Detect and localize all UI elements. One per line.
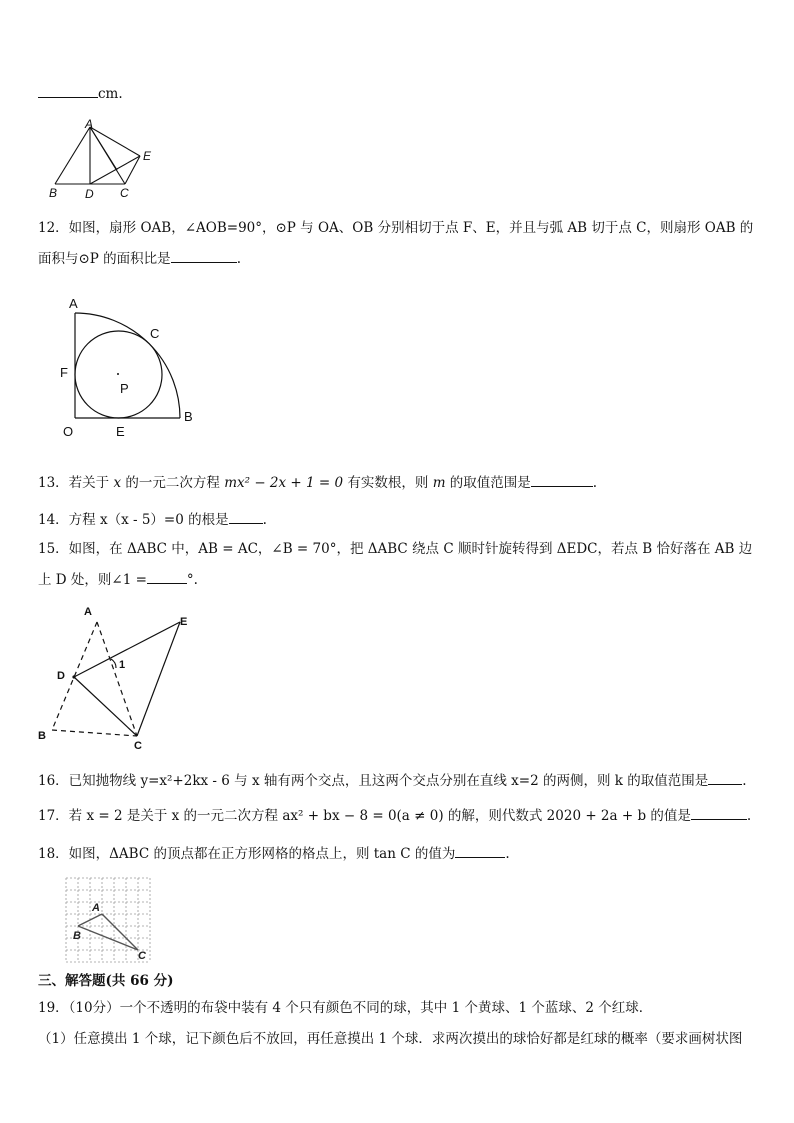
q12-line2: 面积与⊙P 的面积比是 .: [38, 251, 241, 267]
q16-line: 16．已知抛物线 y=x²+2kx - 6 与 x 轴有两个交点，且这两个交点分别在直线 x=2 的两侧，则 k 的取值范围是 .: [38, 773, 747, 789]
label-c: C: [120, 186, 129, 200]
figure-sector-circle: [55, 290, 210, 446]
q15-line1: 15．如图，在 ΔABC 中，AB = AC，∠B = 70°，把 ΔABC 绕点 C 顺时针旋转得到 ΔEDC，若点 B 恰好落在 AB 边: [38, 541, 753, 557]
q18-line: 18．如图，ΔABC 的顶点都在正方形网格的格点上，则 tan C 的值为 .: [38, 846, 510, 862]
answer-blank[interactable]: [229, 510, 263, 524]
label-a: A: [69, 296, 78, 311]
label-d: D: [85, 187, 94, 201]
label-b: B: [38, 730, 46, 742]
label-c: C: [150, 326, 160, 341]
q12-line1: 12．如图，扇形 OAB，∠AOB=90°，⊙P 与 OA、OB 分别相切于点 F、E，并且与弧 AB 切于点 C，则扇形 OAB 的: [38, 220, 754, 236]
q13-line: 13．若关于 x 的一元二次方程 mx² − 2x + 1 = 0 有实数根，则 m 的取值范围是 .: [38, 475, 598, 491]
answer-blank[interactable]: [691, 806, 747, 820]
label-1: 1: [119, 659, 126, 671]
label-b: B: [49, 186, 58, 200]
label-b: B: [184, 409, 193, 424]
label-d: D: [57, 670, 65, 682]
q15-line2: 上 D 处，则∠1 = °.: [38, 572, 198, 588]
answer-blank[interactable]: [38, 84, 98, 98]
label-e: E: [180, 616, 188, 628]
q17-line: 17．若 x = 2 是关于 x 的一元二次方程 ax² + bx − 8 = 0(a ≠ 0) 的解，则代数式 2020 + 2a + b 的值是 .: [38, 808, 752, 824]
label-e: E: [116, 424, 125, 439]
answer-blank[interactable]: [147, 570, 187, 584]
label-a: A: [84, 606, 92, 618]
section-heading: 三、解答题(共 66 分): [38, 973, 174, 989]
label-p: P: [120, 381, 129, 396]
q11-answer-line: cm.: [38, 84, 123, 103]
label-f: F: [60, 365, 68, 380]
label-e: E: [143, 149, 152, 163]
q14-line: 14．方程 x（x - 5）=0 的根是 .: [38, 512, 267, 528]
figure-triangle-abe: [45, 118, 165, 207]
q19-line2: （1）任意摸出 1 个球，记下颜色后不放回，再任意摸出 1 个球．求两次摸出的球恰好都是红球的概率（要求画树状图: [38, 1031, 743, 1047]
label-o: O: [63, 424, 74, 439]
label-a: A: [92, 902, 100, 914]
answer-blank[interactable]: [531, 473, 593, 487]
answer-blank[interactable]: [455, 844, 505, 858]
answer-blank[interactable]: [708, 771, 742, 785]
figure-grid-triangle: [64, 876, 156, 968]
label-b: B: [73, 930, 81, 942]
label-c: C: [134, 740, 142, 752]
answer-blank[interactable]: [171, 249, 237, 263]
label-c: C: [138, 950, 146, 962]
label-a: A: [85, 118, 94, 131]
figure-rotated-triangle: [35, 602, 200, 756]
q19-line1: 19．（10分）一个不透明的布袋中装有 4 个只有颜色不同的球，其中 1 个黄球、1 个蓝球、2 个红球．: [38, 1000, 653, 1016]
